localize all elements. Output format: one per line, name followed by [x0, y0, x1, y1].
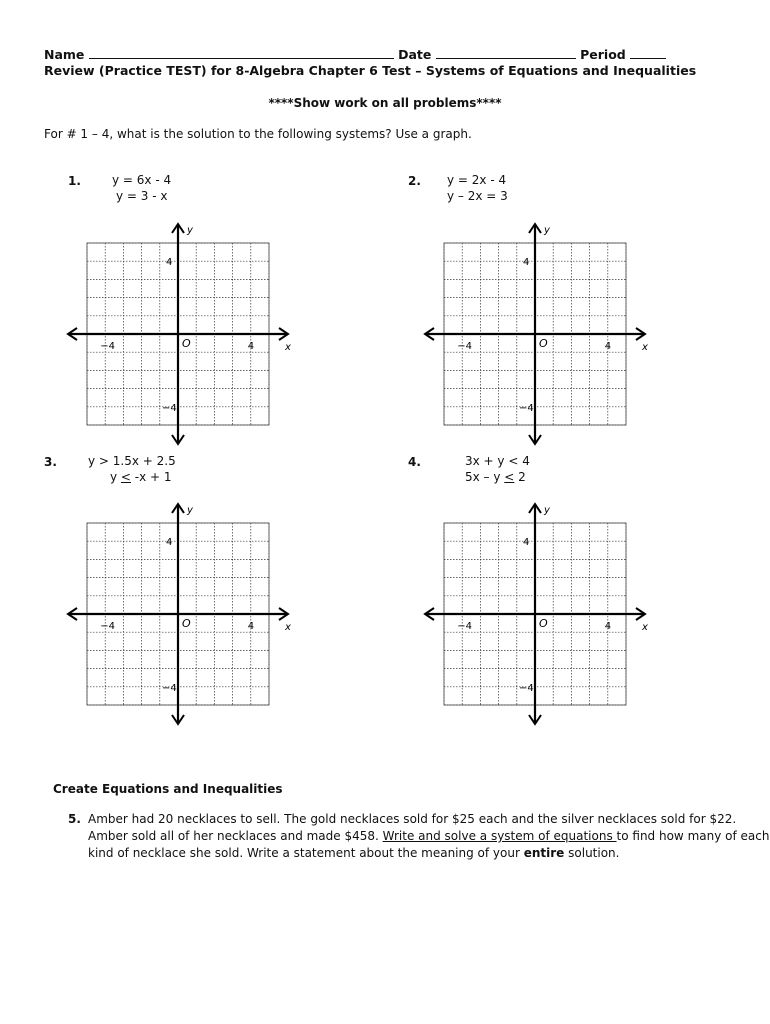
x-axis-label: x [285, 342, 291, 353]
y-axis-label: y [544, 505, 550, 516]
y-axis-label: y [544, 225, 550, 236]
problem-4-eq2-pre: 5x – y [465, 470, 505, 484]
y-axis-label: y [187, 505, 193, 516]
x-axis-label: x [285, 622, 291, 633]
problem-1-eq2: y = 3 - x [116, 189, 168, 203]
instruction: ****Show work on all problems**** [268, 96, 502, 110]
problem-2-eq2: y – 2x = 3 [447, 189, 508, 203]
date-label: Date [398, 47, 432, 62]
problem-4-eq1: 3x + y < 4 [465, 454, 530, 468]
x-tick-pos4: 4 [247, 341, 255, 352]
origin-label: O [182, 337, 191, 350]
problem-3-eq1: y > 1.5x + 2.5 [88, 454, 176, 468]
y-tick-pos4: 4 [523, 257, 530, 269]
x-tick-neg4: −4 [100, 621, 115, 632]
problem-4-number: 4. [408, 455, 421, 469]
problem-5-number: 5. [68, 812, 81, 826]
x-tick-pos4: 4 [247, 621, 255, 632]
problem-5-line2 [88, 829, 769, 843]
y-tick-neg4: −4 [162, 402, 177, 414]
page-title: Review (Practice TEST) for 8-Algebra Chapter 6 Test – Systems of Equations and Inequalities [44, 63, 697, 78]
problem-3-number: 3. [44, 455, 57, 469]
x-axis-label: x [642, 342, 648, 353]
y-axis-label: y [187, 225, 193, 236]
problem-2-eq1: y = 2x - 4 [447, 173, 507, 187]
problem-3-eq2-post: -x + 1 [130, 470, 172, 484]
problem-5-line3-pre: kind of necklace she sold. Write a statement about the meaning of your [88, 846, 524, 860]
problem-5-line2-post: to find how many of each [616, 829, 770, 843]
problem-5-line2-pre: Amber sold all of her necklaces and made $458. [88, 829, 383, 843]
problem-5-line3-post: solution. [564, 846, 620, 860]
problem-3-eq2-symbol: < [120, 470, 131, 484]
x-tick-neg4: −4 [457, 341, 472, 352]
problem-1-number: 1. [68, 174, 81, 188]
problem-5-line3 [88, 846, 619, 860]
y-tick-neg4: −4 [519, 402, 534, 414]
origin-label: O [539, 617, 548, 630]
x-tick-pos4: 4 [604, 341, 612, 352]
problem-5-line3-bold: entire [523, 846, 565, 860]
section-heading: Create Equations and Inequalities [53, 782, 283, 796]
problem-4-eq2-post: 2 [514, 470, 526, 484]
period-label: Period [580, 47, 626, 62]
y-tick-neg4: −4 [519, 682, 534, 694]
problem-4-eq2-symbol: < [504, 470, 515, 484]
origin-label: O [182, 617, 191, 630]
x-tick-neg4: −4 [457, 621, 472, 632]
y-tick-pos4: 4 [166, 537, 173, 549]
problem-1-eq1: y = 6x - 4 [112, 173, 172, 187]
y-tick-neg4: −4 [162, 682, 177, 694]
name-label: Name [44, 47, 85, 62]
problem-5-line1: Amber had 20 necklaces to sell. The gold necklaces sold for $25 each and the silver necklaces sold for $22. [88, 812, 737, 826]
y-tick-pos4: 4 [523, 537, 530, 549]
y-tick-pos4: 4 [166, 257, 173, 269]
x-axis-label: x [642, 622, 648, 633]
origin-label: O [539, 337, 548, 350]
problem-3-eq2-pre: y [110, 470, 121, 484]
problem-2-number: 2. [408, 174, 421, 188]
x-tick-pos4: 4 [604, 621, 612, 632]
x-tick-neg4: −4 [100, 341, 115, 352]
directions: For # 1 – 4, what is the solution to the following systems? Use a graph. [44, 127, 472, 141]
problem-5-line2-underlined: Write and solve a system of equations [382, 829, 617, 843]
